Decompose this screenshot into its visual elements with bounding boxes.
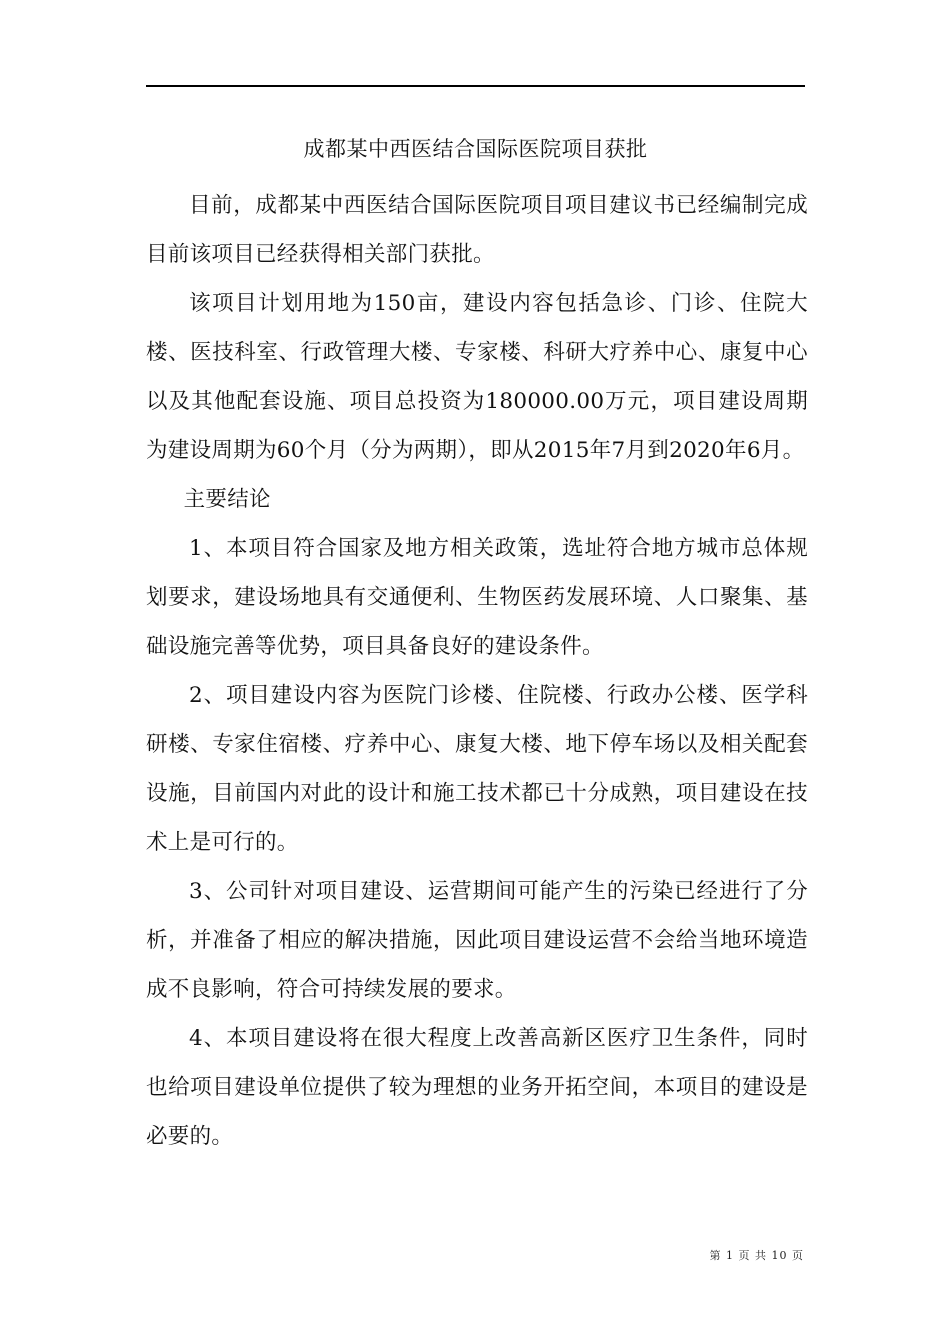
- header-rule: [146, 85, 805, 87]
- conclusion-item-3: 3、公司针对项目建设、运营期间可能产生的污染已经进行了分析，并准备了相应的解决措施，因此项目建设运营不会给当地环境造成不良影响，符合可持续发展的要求。: [146, 879, 808, 1002]
- conclusion-item-4: 4、本项目建设将在很大程度上改善高新区医疗卫生条件，同时也给项目建设单位提供了较为理想的业务开拓空间，本项目的建设是必要的。: [146, 1026, 808, 1149]
- page-number: 第 1 页 共 10 页: [709, 1249, 804, 1262]
- section-heading: 主要结论: [183, 487, 271, 512]
- document-body: [146, 181, 808, 1161]
- intro-paragraph: 目前，成都某中西医结合国际医院项目项目建议书已经编制完成目前该项目已经获得相关部门获批。: [146, 193, 808, 267]
- document-title: 成都某中西医结合国际医院项目获批: [303, 137, 648, 161]
- conclusion-item-2: 2、项目建设内容为医院门诊楼、住院楼、行政办公楼、医学科研楼、专家住宿楼、疗养中心、康复大楼、地下停车场以及相关配套设施，目前国内对此的设计和施工技术都已十分成熟，项目建设在技术上是可行的。: [146, 683, 808, 855]
- project-details-paragraph: 该项目计划用地为150亩，建设内容包括急诊、门诊、住院大楼、医技科室、行政管理大楼、专家楼、科研大疗养中心、康复中心以及其他配套设施、项目总投资为180000.00万元，项目建设周期为建设周期为60个月（分为两期），即从2015年7月到2020年6月。: [146, 291, 808, 463]
- conclusion-item-1: 1、本项目符合国家及地方相关政策，选址符合地方城市总体规划要求，建设场地具有交通便利、生物医药发展环境、人口聚集、基础设施完善等优势，项目具备良好的建设条件。: [146, 536, 808, 659]
